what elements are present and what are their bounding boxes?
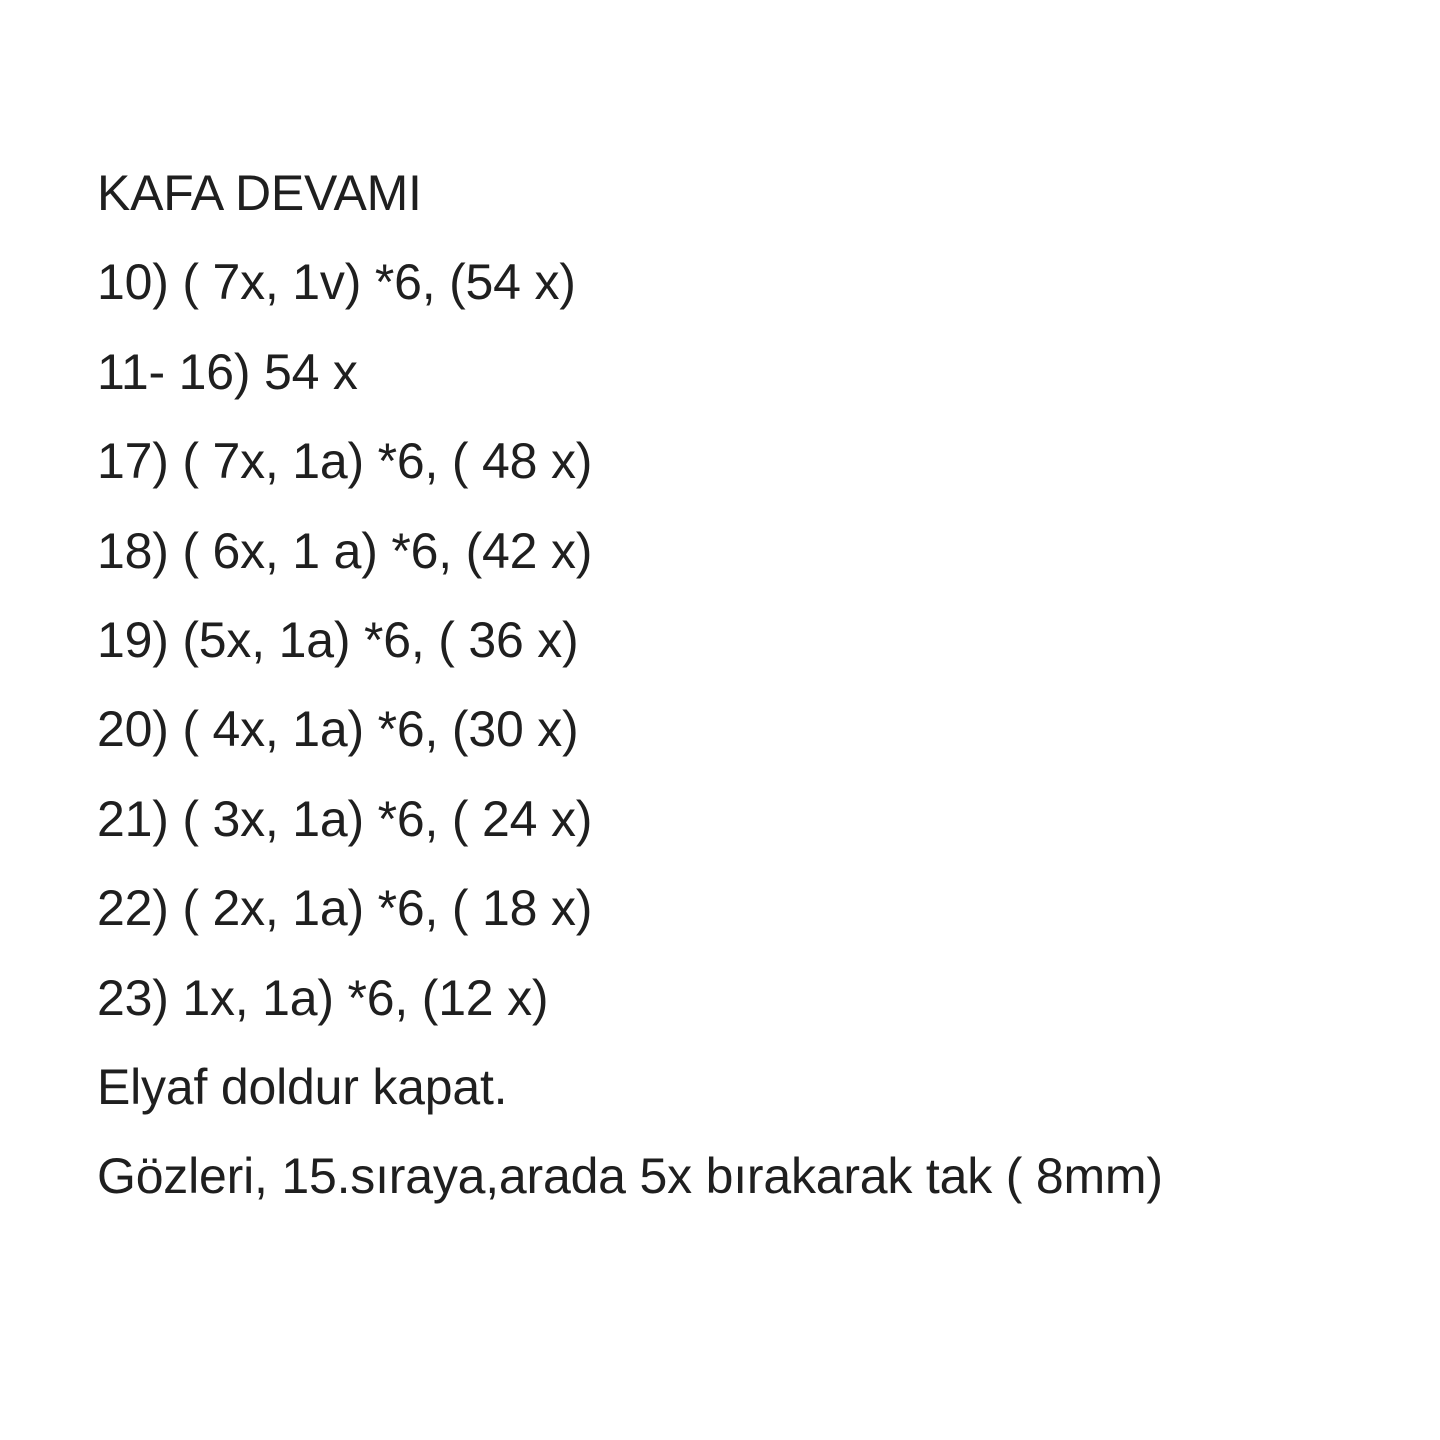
note-line-rows-11-16: 11- 16) 54 x — [97, 343, 358, 400]
note-line-row-21: 21) ( 3x, 1a) *6, ( 24 x) — [97, 790, 593, 847]
note-line-row-18: 18) ( 6x, 1 a) *6, (42 x) — [97, 522, 593, 579]
note-body — [97, 149, 1397, 1222]
note-line-finish: Elyaf doldur kapat. — [97, 1058, 508, 1115]
note-line-row-19: 19) (5x, 1a) *6, ( 36 x) — [97, 611, 579, 668]
note-line-row-17: 17) ( 7x, 1a) *6, ( 48 x) — [97, 433, 593, 490]
note-line-eyes: Gözleri, 15.sıraya,arada 5x bırakarak tak ( 8mm) — [97, 1148, 1163, 1205]
note-line-row-20: 20) ( 4x, 1a) *6, (30 x) — [97, 701, 579, 758]
note-title: KAFA DEVAMI — [97, 165, 422, 221]
note-line-row-22: 22) ( 2x, 1a) *6, ( 18 x) — [97, 880, 593, 937]
note-line-row-23: 23) 1x, 1a) *6, (12 x) — [97, 969, 549, 1026]
note-line-row-10: 10) ( 7x, 1v) *6, (54 x) — [97, 254, 576, 311]
